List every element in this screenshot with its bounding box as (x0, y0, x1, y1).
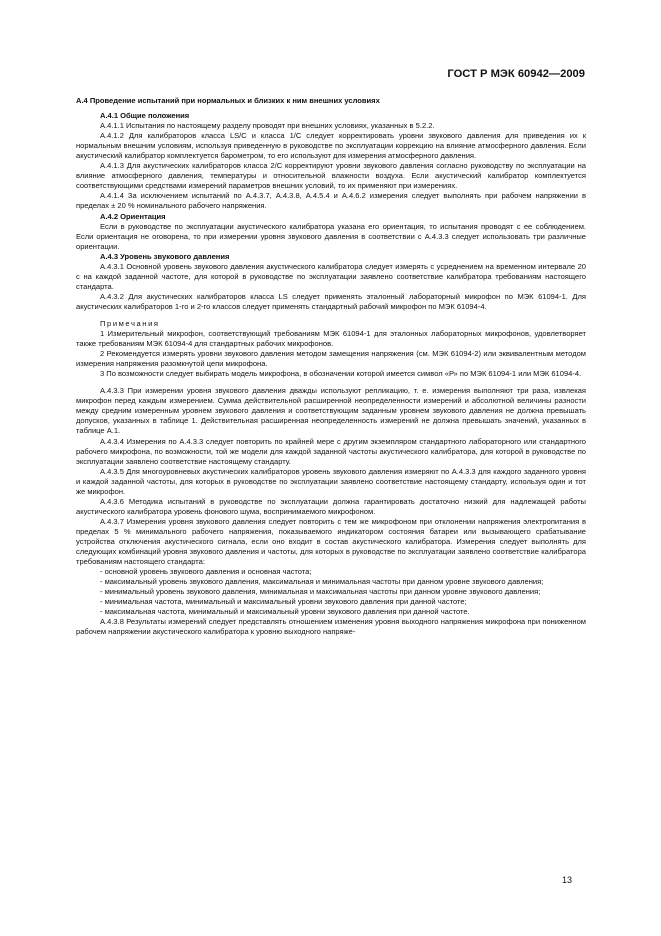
document-body (76, 93, 586, 637)
paragraph: А.4.3.8 Результаты измерений следует представлять отношением изменения уровня выходного напряжения микрофона при пониженном рабочем напряжении акустического калибратора к уровню выходного напряже- (76, 617, 586, 637)
section-heading: А.4.2 Ориентация (100, 211, 166, 221)
paragraph: А.4.3.3 При измерении уровня звукового давления дважды используют репликацию, т. е. измерения выполняют три раза, извлекая микрофон перед каждым измерением. Сумма действительной расширенной неопределенности измерений и абсолютной величины разности между средним измеренным уровнем звукового давления и соответствующим заданным уровнем звукового давления не должна превышать допусков, указанных в таблице 1. Действительная расширенная неопределенность измерений не должна превышать значений, указанных в таблице А.1. (76, 386, 586, 436)
paragraph: А.4.1.2 Для калибраторов класса LS/С и класса 1/С следует корректировать уровни звукового давления для приведения их к нормальным внешним условиям, используя приведенную в руководстве по эксплуатации коррекцию на влияние атмосферного давления. Если акустический калибратор комплектуется барометром, то его используют для измерения атмосферного давления. (76, 131, 586, 161)
section-heading: А.4 Проведение испытаний при нормальных и близких к ним внешних условиях (76, 96, 380, 105)
paragraph: А.4.3.6 Методика испытаний в руководстве по эксплуатации должна гарантировать достаточно низкий для надлежащей работы акустического калибратора уровень фонового шума, воспринимаемого микрофоном. (76, 496, 586, 516)
paragraph: А.4.3.2 Для акустических калибраторов класса LS следует применять эталонный лабораторный микрофон по МЭК 61094-1. Для акустических калибраторов 1-го и 2-го классов следует применять стандартный рабочий микрофон по МЭК 61094-4. (76, 291, 586, 311)
page-number: 13 (562, 875, 573, 885)
paragraph: - основной уровень звукового давления и основная частота; (100, 567, 312, 577)
paragraph: 3 По возможности следует выбирать модель микрофона, в обозначении которой имеется символ «Р» по МЭК 61094-1 или МЭК 61094-4. (100, 369, 582, 379)
paragraph: А.4.1.3 Для акустических калибраторов класса 2/С корректируют уровни звукового давления согласно руководству по эксплуатации на влияние атмосферного давления, температуры и относительной влажности воздуха. Если акустический калибратор комплектуется соответствующими средствами измерений параметров внешних условий, то их применяют при измерениях. (76, 161, 586, 191)
paragraph: 2 Рекомендуется измерять уровни звукового давления методом замещения напряжения (см. МЭК 61094-2) или эквивалентным методом измерения напряжения разомкнутой цепи микрофона. (76, 349, 586, 369)
paragraph: - минимальная частота, минимальный и максимальный уровни звукового давления при данной частоте; (100, 597, 467, 607)
notes-heading: Примечания (100, 318, 160, 328)
section-heading: А.4.1 Общие положения (100, 111, 190, 121)
section-heading: А.4.3 Уровень звукового давления (100, 251, 230, 261)
paragraph: - минимальный уровень звукового давления, минимальная и максимальная частоты при данном уровне звукового давления; (100, 587, 541, 597)
paragraph: А.4.1.1 Испытания по настоящему разделу проводят при внешних условиях, указанных в 5.2.2. (100, 121, 435, 131)
paragraph: - максимальный уровень звукового давления, максимальная и минимальная частоты при данном уровне звукового давления; (100, 577, 544, 587)
paragraph: А.4.3.7 Измерения уровня звукового давления следует повторить с тем же микрофоном при отклонении напряжения электропитания в пределах 5 % минимального рабочего напряжения, показываемого индикатором состояния батареи или вызывающего срабатывание устройства отключения акустического сигнала, если оно входит в состав акустического калибратора. Измерения следует выполнять для следующих комбинаций уровня звукового давления и частоты, для которых в руководстве по эксплуатации заявлено соответствие калибратора требованиям настоящего стандарта: (76, 516, 586, 567)
paragraph: - максимальная частота, минимальный и максимальный уровни звукового давления при данной частоте. (100, 607, 470, 617)
document-header: ГОСТ Р МЭК 60942—2009 (447, 68, 585, 80)
paragraph: А.4.3.5 Для многоуровневых акустических калибраторов уровень звукового давления измеряют по А.4.3.3 для каждого заданного уровня и каждой заданной частоты, для которых в руководстве по эксплуатации заявлено соответствие настоящему стандарту, используя один и тот же микрофон. (76, 466, 586, 496)
paragraph: А.4.1.4 За исключением испытаний по А.4.3.7, А.4.3.8, А.4.5.4 и А.4.6.2 измерения следует выполнять при рабочем напряжении в пределах ± 20 % номинального рабочего напряжения. (76, 191, 586, 211)
paragraph: А.4.3.1 Основной уровень звукового давления акустического калибратора следует измерять с усреднением на временном интервале 20 с на каждой заданной частоте, для которой в руководстве по эксплуатации заявлено соответствие калибратора требованиям настоящего стандарта. (76, 261, 586, 291)
paragraph: Если в руководстве по эксплуатации акустического калибратора указана его ориентация, то испытания проводят с ее соблюдением. Если ориентация не оговорена, то при измерении уровня звукового давления в соответствии с А.4.3.3 следует использовать три различные ориентации. (76, 221, 586, 251)
paragraph: 1 Измерительный микрофон, соответствующий требованиям МЭК 61094-1 для эталонных лабораторных микрофонов, удовлетворяет также требованиям МЭК 61094-4 для стандартных рабочих микрофонов. (76, 329, 586, 349)
paragraph: А.4.3.4 Измерения по А.4.3.3 следует повторить по крайней мере с другим экземпляром стандартного лабораторного или стандартного рабочего микрофона, по возможности, той же модели для каждой заданной частоты акустического калибратора, для которой в руководстве по эксплуатации заявлено соответствие настоящему стандарту. (76, 436, 586, 466)
